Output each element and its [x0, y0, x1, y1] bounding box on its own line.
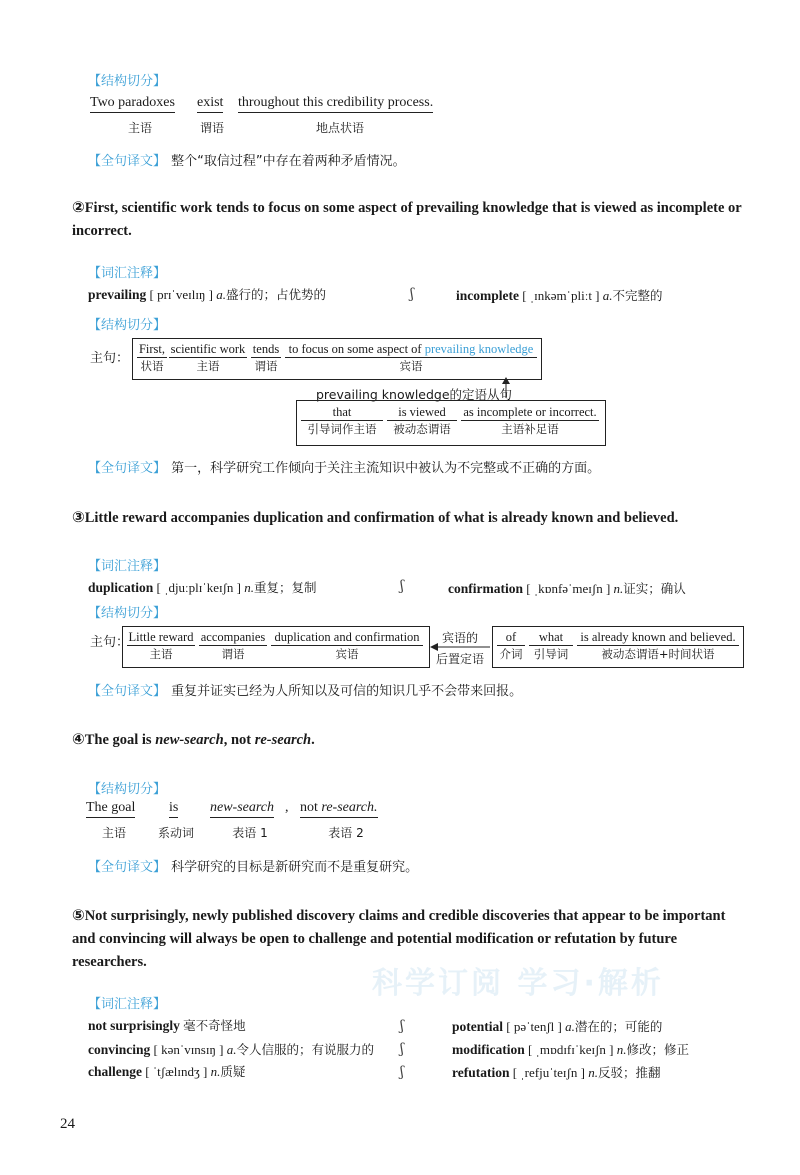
s2-vocab-left: prevailing [ prɪˈveɪlɪŋ ] a.盛行的；占优势的 [88, 287, 326, 302]
s5-vocab-right-3: refutation [ ˌrefjuˈteɪʃn ] n.反驳；推翻 [452, 1065, 661, 1080]
s5-vocab-separator: ʃ [400, 1018, 404, 1034]
s3-main-part: duplication and confirmation 宾语 [271, 630, 423, 662]
vocab-tag: 【词汇注释】 [88, 559, 167, 574]
s2-vocab-right: incomplete [ ˌɪnkəmˈpliːt ] a.不完整的 [456, 288, 663, 303]
s2-main-label: 主句： [90, 351, 130, 366]
s3-translation-row [88, 680, 522, 699]
s3-post-part: is already known and believed. 被动态谓语+时间状语 [577, 630, 739, 662]
translation-tag: 【全句译文】 [88, 860, 167, 875]
s5-number: ⑤ [72, 906, 85, 924]
s5-text: Not surprisingly, newly published discovery claims and credible discoveries that appear to be important and convincing will always be open to challenge and potential modification or refutation by future researchers. [72, 908, 726, 970]
s1-part-adverbial: throughout this credibility process. [238, 95, 433, 113]
vocab-tag: 【词汇注释】 [88, 997, 167, 1012]
translation-tag: 【全句译文】 [88, 154, 167, 169]
s1-part-subject: Two paradoxes [90, 95, 175, 113]
s1-label-adverbial: 地点状语 [315, 121, 364, 135]
s4-part-copula: is [169, 800, 178, 818]
s1-label-subject: 主语 [127, 121, 152, 135]
s2-main-part: to focus on some aspect of prevailing knowledge 宾语 [285, 342, 537, 374]
s4-label-predicative-2: 表语 2 [328, 826, 364, 840]
s3-number: ③ [72, 508, 85, 526]
structure-tag: 【结构切分】 [88, 606, 167, 621]
s4-label-subject: 主语 [101, 826, 126, 840]
s5-vocab-separator: ʃ [400, 1041, 404, 1057]
s5-vocab-right-1: potential [ pəˈtenʃl ] a.潜在的；可能的 [452, 1019, 663, 1034]
s2-number: ② [72, 198, 85, 216]
s5-vocab-left-3: challenge [ ˈtʃælɪndʒ ] n.质疑 [88, 1064, 246, 1079]
s2-clause-part: is viewed 被动态谓语 [387, 405, 457, 437]
s2-clause-part: that 引导词作主语 [301, 405, 383, 437]
s4-part-predicative-1: new-search [210, 800, 274, 818]
s3-vocab-left: duplication [ ˌdjuːplɪˈkeɪʃn ] n.重复；复制 [88, 580, 317, 595]
s1-part-predicate: exist [197, 95, 223, 113]
s3-main-part: accompanies 谓语 [200, 630, 266, 661]
s4-label-copula: 系动词 [157, 826, 194, 840]
translation-tag: 【全句译文】 [88, 461, 167, 476]
s3-main-label: 主句： [90, 635, 130, 650]
s4-translation-row [88, 856, 418, 875]
s4-sentence: ④The goal is new-search, not re-search. [72, 730, 315, 748]
s2-main-part: scientific work 主语 [170, 342, 246, 373]
s2-clause-note: prevailing knowledge的定语从句 [316, 387, 513, 402]
watermark: 科学订阅 学习·解析 [372, 966, 664, 1001]
s4-label-predicative-1: 表语 1 [232, 826, 268, 840]
s4-comma: , [285, 800, 289, 815]
s5-sentence [72, 904, 744, 974]
s5-vocab-left-2: convincing [ kənˈvɪnsɪŋ ] a.令人信服的；有说服力的 [88, 1042, 375, 1057]
s4-part-predicative-2: not re-search. [300, 800, 378, 818]
s5-vocab-right-2: modification [ ˌmɒdɪfɪˈkeɪʃn ] n.修改；修正 [452, 1042, 690, 1057]
structure-tag: 【结构切分】 [88, 74, 167, 89]
s5-vocab-left-1: not surprisingly 毫不奇怪地 [88, 1018, 246, 1033]
s3-post-part: of 介词 [497, 630, 525, 662]
s2-main-part: tends 谓语 [252, 342, 280, 373]
s3-arrow-top: 宾语的 [441, 631, 478, 645]
translation-tag: 【全句译文】 [88, 684, 167, 699]
s1-label-predicate: 谓语 [199, 121, 224, 135]
s4-number: ④ [72, 730, 85, 748]
s3-vocab-separator: ʃ [400, 578, 404, 594]
s4-part-subject: The goal [86, 800, 135, 818]
s3-text: Little reward accompanies duplication and confirmation of what is already known and believed. [84, 510, 679, 526]
s2-translation: 第一，科学研究工作倾向于关注主流知识中被认为不完整或不正确的方面。 [171, 461, 601, 476]
s3-vocab-right: confirmation [ ˌkɒnfəˈmeɪʃn ] n.证实；确认 [448, 581, 686, 596]
s2-clause-part: as incomplete or incorrect. 主语补足语 [461, 405, 599, 437]
s5-vocab-separator: ʃ [400, 1064, 404, 1080]
page-number: 24 [60, 1116, 75, 1132]
structure-tag: 【结构切分】 [88, 782, 167, 797]
s3-post-box [492, 626, 744, 668]
s1-translation: 整个“取信过程”中存在着两种矛盾情况。 [171, 154, 406, 169]
s3-post-part: what 引导词 [529, 630, 573, 662]
s2-text: First, scientific work tends to focus on some aspect of prevailing knowledge that is viewed as incomplete or incorrect. [72, 200, 742, 239]
s3-translation: 重复并证实已经为人所知以及可信的知识几乎不会带来回报。 [171, 684, 523, 699]
vocab-tag: 【词汇注释】 [88, 266, 167, 281]
s4-translation: 科学研究的目标是新研究而不是重复研究。 [171, 860, 419, 875]
s2-main-part: First, 状语 [138, 342, 166, 373]
s2-vocab-separator: ʃ [410, 286, 414, 302]
structure-tag: 【结构切分】 [88, 318, 167, 333]
s3-main-part: Little reward 主语 [128, 630, 194, 661]
s3-arrow-bottom: 后置定语 [435, 652, 484, 666]
